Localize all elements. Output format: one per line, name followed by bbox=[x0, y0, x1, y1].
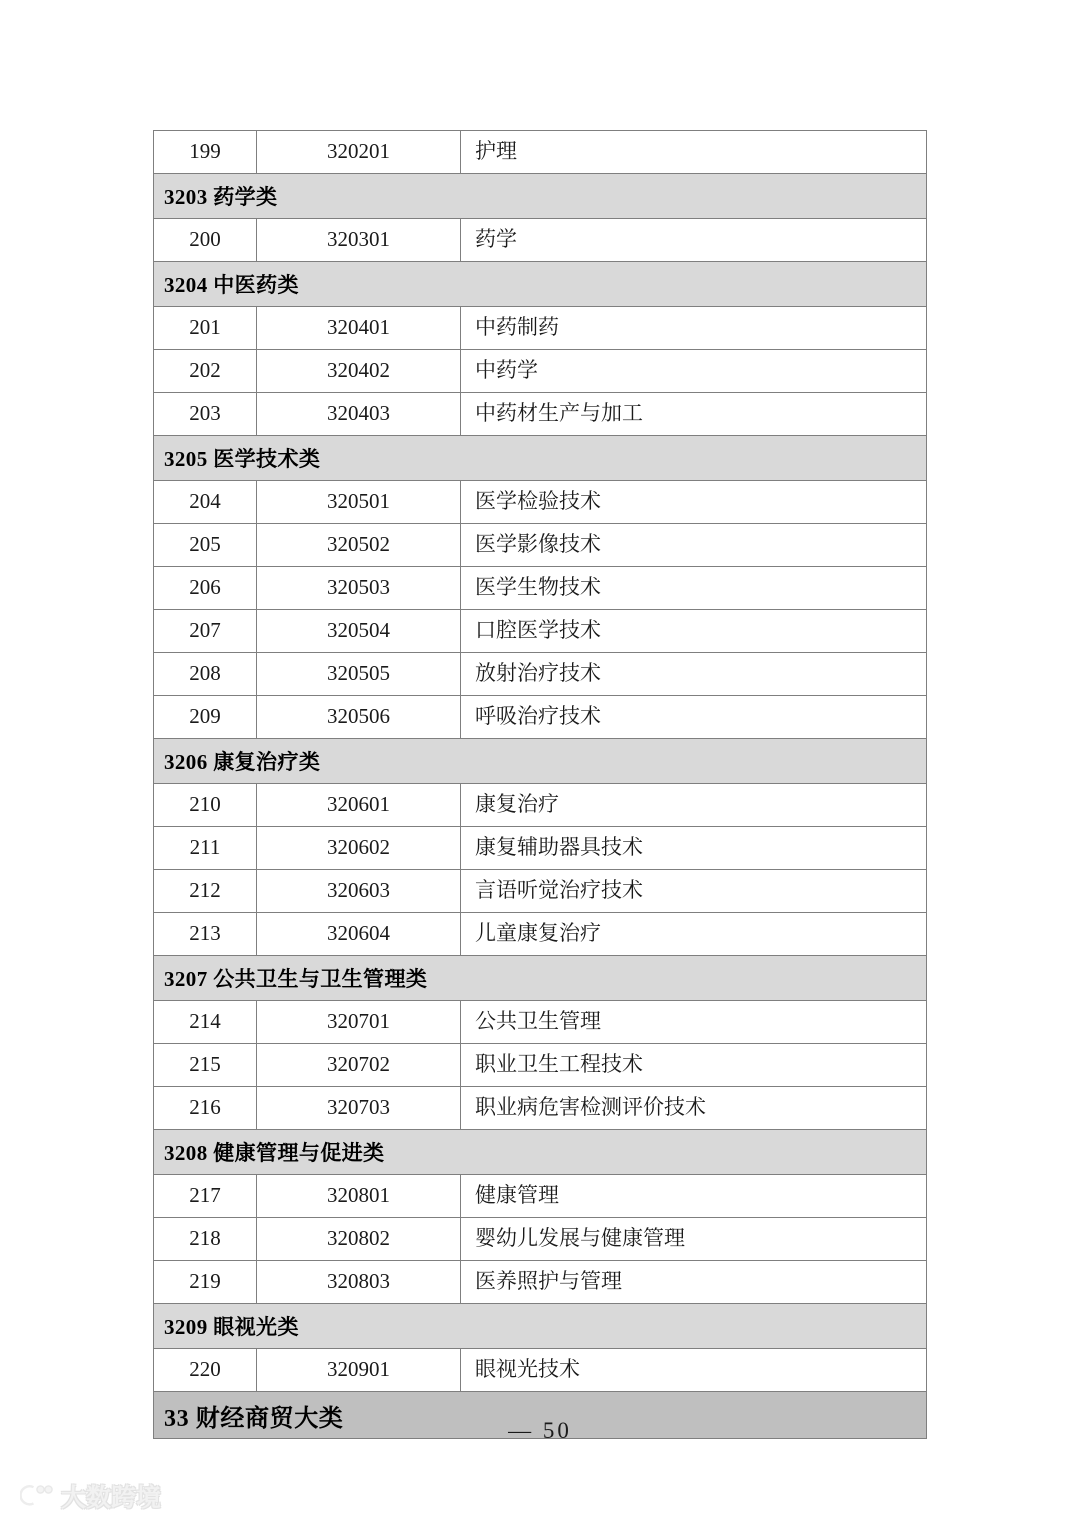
subcategory-header-row bbox=[154, 1130, 927, 1175]
cell-major-code: 320504 bbox=[257, 610, 461, 653]
cell-major-name: 医学影像技术 bbox=[461, 524, 927, 567]
cell-index: 211 bbox=[154, 827, 257, 870]
cell-major-name: 护理 bbox=[461, 131, 927, 174]
cell-major-code: 320201 bbox=[257, 131, 461, 174]
table-row bbox=[154, 913, 927, 956]
table-row bbox=[154, 870, 927, 913]
table-row bbox=[154, 696, 927, 739]
subcategory-header-row bbox=[154, 956, 927, 1001]
cell-major-code: 320901 bbox=[257, 1349, 461, 1392]
circle-face-logo-icon bbox=[20, 1482, 54, 1513]
cell-major-name: 职业卫生工程技术 bbox=[461, 1044, 927, 1087]
subcategory-header-row bbox=[154, 262, 927, 307]
cell-major-code: 320501 bbox=[257, 481, 461, 524]
watermark bbox=[20, 1482, 161, 1513]
subcategory-label: 3204 中医药类 bbox=[154, 262, 927, 307]
cell-major-name: 呼吸治疗技术 bbox=[461, 696, 927, 739]
table-row bbox=[154, 524, 927, 567]
cell-major-code: 320402 bbox=[257, 350, 461, 393]
table-row bbox=[154, 610, 927, 653]
cell-index: 209 bbox=[154, 696, 257, 739]
cell-index: 200 bbox=[154, 219, 257, 262]
cell-index: 216 bbox=[154, 1087, 257, 1130]
cell-major-name: 医学生物技术 bbox=[461, 567, 927, 610]
table-row bbox=[154, 653, 927, 696]
cell-major-name: 康复辅助器具技术 bbox=[461, 827, 927, 870]
table-row bbox=[154, 1001, 927, 1044]
cell-index: 203 bbox=[154, 393, 257, 436]
cell-major-code: 320403 bbox=[257, 393, 461, 436]
cell-index: 206 bbox=[154, 567, 257, 610]
subcategory-header-row bbox=[154, 739, 927, 784]
cell-major-name: 婴幼儿发展与健康管理 bbox=[461, 1218, 927, 1261]
cell-major-name: 中药材生产与加工 bbox=[461, 393, 927, 436]
cell-major-name: 中药学 bbox=[461, 350, 927, 393]
cell-index: 202 bbox=[154, 350, 257, 393]
cell-major-name: 眼视光技术 bbox=[461, 1349, 927, 1392]
subcategory-label: 3208 健康管理与促进类 bbox=[154, 1130, 927, 1175]
cell-major-code: 320702 bbox=[257, 1044, 461, 1087]
cell-major-code: 320301 bbox=[257, 219, 461, 262]
table-row bbox=[154, 1349, 927, 1392]
subcategory-header-row bbox=[154, 1304, 927, 1349]
table-row bbox=[154, 1087, 927, 1130]
cell-major-name: 言语听觉治疗技术 bbox=[461, 870, 927, 913]
cell-major-code: 320803 bbox=[257, 1261, 461, 1304]
cell-major-name: 医学检验技术 bbox=[461, 481, 927, 524]
cell-major-name: 药学 bbox=[461, 219, 927, 262]
table-row bbox=[154, 1175, 927, 1218]
cell-major-name: 健康管理 bbox=[461, 1175, 927, 1218]
subcategory-header-row bbox=[154, 436, 927, 481]
cell-major-name: 放射治疗技术 bbox=[461, 653, 927, 696]
table-row bbox=[154, 1218, 927, 1261]
cell-major-code: 320505 bbox=[257, 653, 461, 696]
cell-major-code: 320602 bbox=[257, 827, 461, 870]
subcategory-label: 3203 药学类 bbox=[154, 174, 927, 219]
cell-major-code: 320802 bbox=[257, 1218, 461, 1261]
cell-major-code: 320601 bbox=[257, 784, 461, 827]
table-row bbox=[154, 131, 927, 174]
cell-index: 201 bbox=[154, 307, 257, 350]
table-row bbox=[154, 393, 927, 436]
table-row bbox=[154, 481, 927, 524]
cell-index: 214 bbox=[154, 1001, 257, 1044]
table-row bbox=[154, 350, 927, 393]
table-row bbox=[154, 784, 927, 827]
cell-major-code: 320801 bbox=[257, 1175, 461, 1218]
cell-index: 213 bbox=[154, 913, 257, 956]
subcategory-label: 3209 眼视光类 bbox=[154, 1304, 927, 1349]
cell-major-code: 320701 bbox=[257, 1001, 461, 1044]
cell-major-name: 儿童康复治疗 bbox=[461, 913, 927, 956]
subcategory-label: 3206 康复治疗类 bbox=[154, 739, 927, 784]
cell-index: 212 bbox=[154, 870, 257, 913]
major-category-label: 33 财经商贸大类 bbox=[154, 1392, 927, 1439]
cell-major-name: 中药制药 bbox=[461, 307, 927, 350]
cell-major-code: 320506 bbox=[257, 696, 461, 739]
table-body bbox=[154, 131, 927, 1439]
cell-index: 207 bbox=[154, 610, 257, 653]
table-row bbox=[154, 219, 927, 262]
table-row bbox=[154, 827, 927, 870]
cell-major-code: 320603 bbox=[257, 870, 461, 913]
cell-index: 199 bbox=[154, 131, 257, 174]
table-row bbox=[154, 1261, 927, 1304]
cell-index: 205 bbox=[154, 524, 257, 567]
major-catalog-table bbox=[153, 130, 927, 1439]
cell-major-name: 康复治疗 bbox=[461, 784, 927, 827]
cell-major-code: 320401 bbox=[257, 307, 461, 350]
page-number: — 50 bbox=[508, 1418, 572, 1443]
watermark-text: 大数跨境 bbox=[61, 1483, 162, 1512]
cell-index: 210 bbox=[154, 784, 257, 827]
table-row bbox=[154, 567, 927, 610]
cell-major-name: 口腔医学技术 bbox=[461, 610, 927, 653]
cell-index: 204 bbox=[154, 481, 257, 524]
subcategory-label: 3205 医学技术类 bbox=[154, 436, 927, 481]
table-row bbox=[154, 307, 927, 350]
cell-index: 220 bbox=[154, 1349, 257, 1392]
cell-index: 217 bbox=[154, 1175, 257, 1218]
cell-index: 218 bbox=[154, 1218, 257, 1261]
cell-major-code: 320604 bbox=[257, 913, 461, 956]
cell-index: 215 bbox=[154, 1044, 257, 1087]
cell-major-code: 320502 bbox=[257, 524, 461, 567]
subcategory-label: 3207 公共卫生与卫生管理类 bbox=[154, 956, 927, 1001]
cell-major-name: 公共卫生管理 bbox=[461, 1001, 927, 1044]
cell-major-code: 320503 bbox=[257, 567, 461, 610]
subcategory-header-row bbox=[154, 174, 927, 219]
cell-major-name: 医养照护与管理 bbox=[461, 1261, 927, 1304]
cell-major-code: 320703 bbox=[257, 1087, 461, 1130]
cell-index: 208 bbox=[154, 653, 257, 696]
cell-major-name: 职业病危害检测评价技术 bbox=[461, 1087, 927, 1130]
table-row bbox=[154, 1044, 927, 1087]
cell-index: 219 bbox=[154, 1261, 257, 1304]
